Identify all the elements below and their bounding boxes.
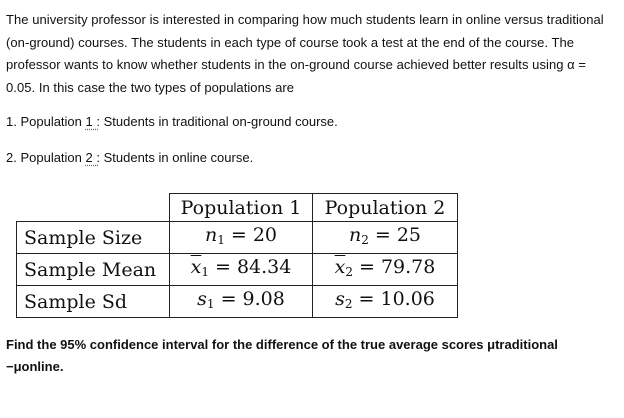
- cell-s1: [170, 286, 313, 318]
- symbol-s1: s: [197, 288, 207, 310]
- population-1-desc: Students in traditional on-ground course.: [99, 114, 338, 129]
- cell-xbar2: [313, 254, 458, 286]
- symbol-n1: n: [204, 224, 218, 246]
- cell-n2: [313, 222, 458, 254]
- cell-n1: [170, 222, 313, 254]
- sub-s1: 1: [206, 297, 215, 311]
- population-2-prefix: 2. Population: [6, 150, 86, 165]
- header-population-2: Population 2: [313, 194, 458, 222]
- population-2-desc: Students in online course.: [99, 150, 254, 165]
- problem-intro: The university professor is interested in comparing how much students learn in online versus traditional (on-ground) courses. The students in each type of course took a test at the end of the course. The professor wants to know whether students in the on-ground course achieved better results using α = 0.05. In this case the two types of populations are: [6, 12, 604, 95]
- table-row-sample-sd: [17, 286, 458, 318]
- sub-xbar1: 1: [201, 265, 209, 279]
- value-s2: = 10.06: [352, 288, 435, 310]
- symbol-xbar2: $\overline{x}$: [334, 256, 346, 278]
- table-header-row: [17, 194, 458, 222]
- sub-s2: 2: [344, 297, 353, 311]
- row-label-sample-sd: Sample Sd: [17, 286, 170, 318]
- table-row-sample-mean: [17, 254, 458, 286]
- symbol-n2: n: [348, 224, 362, 246]
- population-1-number: 1 :: [85, 114, 100, 129]
- cell-xbar1: [170, 254, 313, 286]
- symbol-s2: s: [335, 288, 345, 310]
- row-label-sample-size: Sample Size: [17, 222, 170, 254]
- sample-statistics-table: [16, 193, 458, 318]
- table-corner: [17, 194, 170, 222]
- value-n1: = 20: [224, 224, 278, 246]
- sub-n1: 1: [217, 233, 225, 247]
- value-s1: = 9.08: [214, 288, 285, 310]
- sub-xbar2: 2: [345, 265, 353, 279]
- population-1-prefix: 1. Population: [6, 114, 86, 129]
- population-2-number: 2 :: [85, 150, 100, 165]
- cell-s2: [313, 286, 458, 318]
- symbol-xbar1: $\overline{x}$: [190, 256, 202, 278]
- header-population-1: Population 1: [170, 194, 313, 222]
- table-row-sample-size: [17, 222, 458, 254]
- value-xbar1: = 84.34: [208, 256, 292, 278]
- population-2-line: [6, 150, 253, 165]
- question-text: Find the 95% confidence interval for the difference of the true average scores μtraditional −μonline.: [6, 337, 558, 374]
- value-n2: = 25: [368, 224, 422, 246]
- row-label-sample-mean: Sample Mean: [17, 254, 170, 286]
- value-xbar2: = 79.78: [352, 256, 436, 278]
- sub-n2: 2: [361, 233, 369, 247]
- population-1-line: [6, 114, 338, 129]
